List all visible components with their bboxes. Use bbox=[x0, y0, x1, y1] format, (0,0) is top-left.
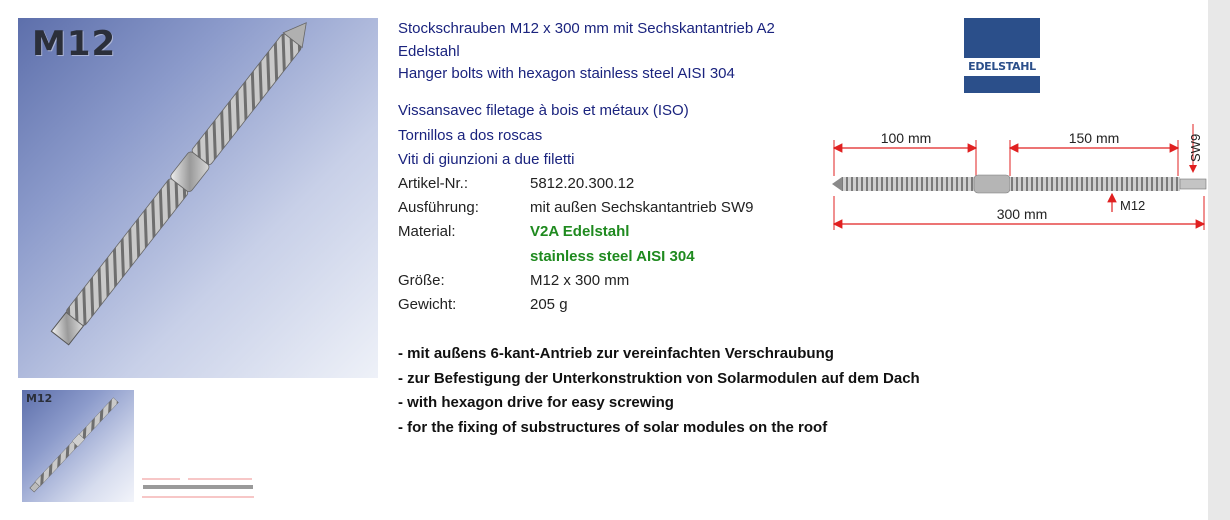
feature-item: - mit außens 6-kant-Antrieb zur vereinfachten Verschraubung bbox=[398, 345, 834, 362]
spec-row-design bbox=[398, 196, 753, 220]
thumbnail-product-photo[interactable] bbox=[22, 390, 134, 502]
thumbnail-drawing-illustration bbox=[140, 466, 260, 504]
thumbnail-dimension-drawing[interactable] bbox=[140, 466, 260, 504]
product-subtitles bbox=[398, 99, 818, 173]
spec-value-material: V2A Edelstahl bbox=[530, 223, 630, 241]
spec-value: 5812.20.300.12 bbox=[530, 175, 635, 192]
thread-size-label: M12 bbox=[1120, 198, 1146, 213]
title-german-cont: Edelstahl bbox=[398, 42, 460, 60]
dimension-drawing bbox=[826, 118, 1210, 234]
spec-row-material-cont bbox=[398, 245, 753, 269]
title-english: Hanger bolts with hexagon stainless steel AISI 304 bbox=[398, 65, 735, 82]
title-german: Stockschrauben M12 x 300 mm mit Sechskantantrieb A2 bbox=[398, 20, 775, 37]
spec-value: mit außen Sechskantantrieb SW9 bbox=[530, 199, 754, 217]
page-side-strip bbox=[1208, 0, 1230, 520]
spec-row-size bbox=[398, 269, 753, 293]
wood-thread bbox=[842, 177, 974, 191]
dim-metal-label: 150 mm bbox=[1068, 130, 1120, 146]
hex-drive bbox=[1180, 179, 1206, 189]
dim-wood-label: 100 mm bbox=[880, 130, 932, 146]
logo-text: EDELSTAHL bbox=[964, 58, 1040, 76]
edelstahl-logo bbox=[964, 18, 1040, 93]
thumbnail-bolt-illustration bbox=[22, 390, 134, 502]
spec-label: Artikel-Nr.: bbox=[398, 175, 469, 192]
bolt-collar bbox=[974, 175, 1010, 193]
spec-value: 205 g bbox=[530, 296, 568, 314]
spec-label: Gewicht: bbox=[398, 296, 457, 314]
subtitle-french: Vissansavec filetage à bois et métaux (ISO) bbox=[398, 102, 689, 119]
spec-label: Material: bbox=[398, 223, 456, 241]
product-titles bbox=[398, 18, 878, 86]
drive-size-label: SW9 bbox=[1188, 133, 1203, 162]
metric-thread bbox=[1010, 177, 1180, 191]
spec-row-material bbox=[398, 220, 753, 244]
dim-total-label: 300 mm bbox=[996, 206, 1048, 222]
hanger-bolt-illustration bbox=[18, 18, 378, 378]
spec-label: Ausführung: bbox=[398, 199, 479, 217]
feature-item: - zur Befestigung der Unterkonstruktion von Solarmodulen auf dem Dach bbox=[398, 369, 920, 387]
feature-list bbox=[398, 342, 920, 440]
thumbnail-size-badge: M12 bbox=[26, 392, 53, 405]
spec-row-weight bbox=[398, 293, 753, 317]
spec-row-article bbox=[398, 172, 753, 196]
main-product-image[interactable] bbox=[18, 18, 378, 378]
spec-value-material-en: stainless steel AISI 304 bbox=[530, 247, 695, 265]
feature-item: - with hexagon drive for easy screwing bbox=[398, 394, 674, 411]
subtitle-italian: Viti di giunzioni a due filetti bbox=[398, 151, 575, 168]
spec-value: M12 x 300 mm bbox=[530, 271, 630, 289]
spec-label: Größe: bbox=[398, 271, 445, 289]
feature-item: - for the fixing of substructures of solar modules on the roof bbox=[398, 418, 828, 436]
subtitle-spanish: Tornillos a dos roscas bbox=[398, 126, 543, 144]
size-badge: M12 bbox=[32, 24, 117, 64]
spec-table bbox=[398, 172, 753, 317]
